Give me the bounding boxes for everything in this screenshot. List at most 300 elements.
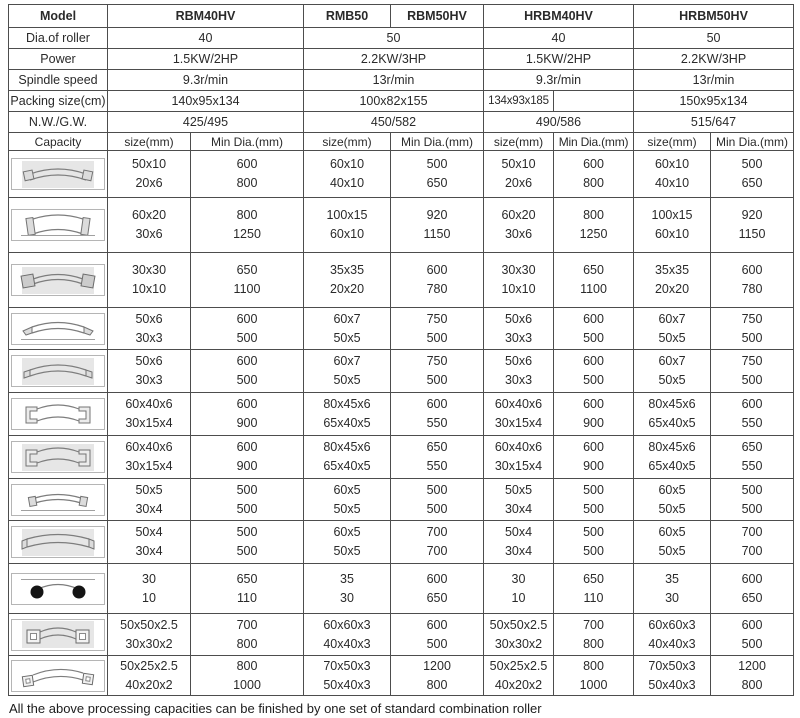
capacity-value: 40x10 (329, 176, 365, 190)
capacity-value: 800 (236, 636, 258, 651)
capacity-min-dia-cell (191, 564, 304, 614)
capacity-value: 50x5 (333, 330, 361, 345)
model-name-hrbm50hv: HRBM50HV (634, 5, 794, 28)
capacity-min-dia-cell (711, 479, 794, 521)
min-dia-col-header: Min Dia.(mm) (191, 133, 304, 151)
spec-value: 100x82x155 (304, 91, 484, 112)
capacity-value: 500 (583, 525, 604, 539)
capacity-size-cell (634, 614, 711, 656)
capacity-size-cell (304, 253, 391, 308)
capacity-value: 900 (583, 416, 604, 430)
capacity-value: 600 (583, 157, 604, 171)
capacity-value: 500 (741, 330, 763, 345)
capacity-value: 60x10 (654, 227, 690, 241)
profile-cell (9, 436, 108, 479)
size-col-header: size(mm) (484, 133, 554, 151)
capacity-value: 60x5 (658, 525, 686, 539)
capacity-min-dia-cell (191, 479, 304, 521)
spec-row-nw-gw (9, 112, 794, 133)
min-dia-col-header: Min Dia.(mm) (711, 133, 794, 151)
capacity-size-cell (304, 479, 391, 521)
capacity-min-dia-cell (191, 253, 304, 308)
capacity-value: 800 (741, 677, 763, 692)
capacity-value: 550 (741, 416, 763, 430)
capacity-value: 65x40x5 (323, 459, 371, 473)
capacity-value: 600 (236, 157, 258, 171)
capacity-size-cell (484, 151, 554, 198)
capacity-value: 500 (426, 373, 448, 387)
capacity-value: 20x20 (329, 282, 365, 296)
capacity-value: 40x20x2 (125, 677, 173, 692)
capacity-size-cell (484, 521, 554, 564)
capacity-row (9, 521, 794, 564)
capacity-min-dia-cell (711, 198, 794, 253)
capacity-min-dia-cell (391, 479, 484, 521)
model-row (9, 5, 794, 28)
square-tube-icon (18, 620, 98, 650)
capacity-value: 550 (426, 416, 448, 430)
profile-cell (9, 198, 108, 253)
capacity-value: 10 (511, 590, 526, 605)
capacity-value: 650 (236, 571, 258, 586)
capacity-label: Capacity (9, 133, 108, 151)
capacity-value: 550 (741, 459, 763, 473)
capacity-size-cell (634, 521, 711, 564)
spec-value-empty (554, 91, 634, 112)
spec-value: 13r/min (634, 70, 794, 91)
capacity-value: 50x5 (333, 501, 361, 516)
capacity-value: 65x40x5 (323, 416, 371, 430)
capacity-value: 60x7 (658, 311, 686, 326)
capacity-value: 30 (142, 571, 156, 586)
capacity-size-cell (484, 253, 554, 308)
channel-legs-in-icon (18, 442, 98, 472)
capacity-size-cell (634, 436, 711, 479)
capacity-value: 600 (583, 311, 604, 326)
capacity-row (9, 564, 794, 614)
profile-icon-box (11, 264, 105, 296)
capacity-size-cell (108, 253, 191, 308)
capacity-value: 650 (583, 263, 604, 277)
capacity-body (9, 151, 794, 696)
capacity-value: 600 (583, 354, 604, 368)
capacity-value: 30x6 (135, 227, 163, 241)
capacity-size-cell (634, 393, 711, 436)
capacity-value: 900 (583, 459, 604, 473)
capacity-value: 50x4 (135, 525, 163, 539)
model-name-rmb50: RMB50 (304, 5, 391, 28)
capacity-min-dia-cell (391, 614, 484, 656)
icon-baseline-rule (21, 339, 95, 340)
capacity-size-cell (108, 308, 191, 350)
capacity-value: 600 (583, 397, 604, 411)
capacity-size-cell (108, 436, 191, 479)
capacity-size-cell (108, 198, 191, 253)
capacity-size-cell (304, 198, 391, 253)
capacity-value: 60x10 (329, 157, 365, 171)
capacity-min-dia-cell (554, 564, 634, 614)
footer-note: All the above processing capacities can be finished by one set of standard combination roller (9, 701, 542, 716)
profile-cell (9, 350, 108, 393)
capacity-min-dia-cell (191, 521, 304, 564)
spec-value: 134x93x185 (484, 91, 554, 112)
spec-value: 40 (484, 28, 634, 49)
spec-value: 1.5KW/2HP (108, 49, 304, 70)
capacity-value: 50x25x2.5 (489, 658, 548, 673)
capacity-value: 65x40x5 (648, 416, 696, 430)
capacity-value: 1000 (233, 677, 261, 692)
capacity-min-dia-cell (554, 253, 634, 308)
capacity-value: 750 (741, 354, 763, 368)
capacity-value: 50x6 (135, 311, 163, 326)
capacity-value: 30x15x4 (125, 416, 173, 430)
profile-cell (9, 614, 108, 656)
capacity-value: 800 (236, 176, 258, 190)
capacity-value: 650 (236, 263, 258, 277)
capacity-size-cell (108, 151, 191, 198)
spec-value: 150x95x134 (634, 91, 794, 112)
capacity-value: 500 (741, 636, 763, 651)
capacity-value: 50x5 (504, 482, 533, 497)
capacity-size-cell (484, 198, 554, 253)
capacity-header-row (9, 133, 794, 151)
capacity-value: 30x3 (504, 373, 533, 387)
capacity-row (9, 614, 794, 656)
capacity-value: 700 (583, 617, 604, 632)
model-name-rbm40hv: RBM40HV (108, 5, 304, 28)
capacity-size-cell (304, 436, 391, 479)
profile-cell (9, 253, 108, 308)
profile-icon-box (11, 158, 105, 190)
capacity-value: 500 (426, 482, 448, 497)
capacity-value: 600 (236, 311, 258, 326)
capacity-value: 650 (426, 440, 448, 454)
profile-icon-box (11, 398, 105, 430)
capacity-min-dia-cell (711, 614, 794, 656)
capacity-value: 60x5 (333, 482, 361, 497)
capacity-min-dia-cell (191, 656, 304, 696)
capacity-size-cell (634, 151, 711, 198)
capacity-row (9, 479, 794, 521)
capacity-value: 60x10 (654, 157, 690, 171)
capacity-value: 30x3 (504, 330, 533, 345)
spec-value: 50 (634, 28, 794, 49)
capacity-value: 600 (236, 440, 258, 454)
profile-icon-box (11, 619, 105, 651)
capacity-value: 20x6 (504, 176, 533, 190)
capacity-value: 10x10 (131, 282, 167, 296)
capacity-row (9, 393, 794, 436)
capacity-value: 50x5 (333, 373, 361, 387)
capacity-size-cell (304, 614, 391, 656)
capacity-value: 600 (236, 354, 258, 368)
icon-baseline-rule (21, 510, 95, 511)
capacity-size-cell (484, 350, 554, 393)
capacity-value: 100x15 (326, 208, 368, 222)
min-dia-col-header: Min Dia.(mm) (391, 133, 484, 151)
spec-value: 9.3r/min (484, 70, 634, 91)
capacity-value: 650 (741, 176, 763, 190)
capacity-min-dia-cell (554, 614, 634, 656)
capacity-value: 80x45x6 (648, 440, 696, 454)
capacity-value: 60x40x6 (494, 397, 543, 411)
spec-label: Spindle speed (9, 70, 108, 91)
capacity-value: 1200 (423, 658, 451, 673)
size-col-header: size(mm) (108, 133, 191, 151)
capacity-min-dia-cell (554, 521, 634, 564)
capacity-value: 10x10 (501, 282, 536, 296)
flat-band-icon (18, 527, 98, 557)
capacity-value: 50x6 (504, 354, 533, 368)
capacity-size-cell (634, 479, 711, 521)
capacity-value: 1150 (738, 227, 766, 241)
size-col-header: size(mm) (304, 133, 391, 151)
capacity-size-cell (304, 350, 391, 393)
capacity-size-cell (108, 564, 191, 614)
capacity-min-dia-cell (554, 198, 634, 253)
capacity-value: 30x30 (131, 263, 167, 277)
capacity-value: 500 (583, 330, 604, 345)
capacity-value: 30x4 (135, 501, 163, 516)
capacity-value: 50x5 (658, 373, 686, 387)
capacity-min-dia-cell (711, 350, 794, 393)
capacity-value: 20x20 (654, 282, 690, 296)
capacity-value: 750 (741, 311, 763, 326)
capacity-value: 920 (741, 208, 763, 222)
capacity-size-cell (484, 436, 554, 479)
capacity-size-cell (634, 350, 711, 393)
capacity-row (9, 198, 794, 253)
capacity-min-dia-cell (711, 521, 794, 564)
capacity-min-dia-cell (391, 151, 484, 198)
spec-row-packing-size (9, 91, 794, 112)
spec-value: 1.5KW/2HP (484, 49, 634, 70)
channel-legs-out-icon (18, 399, 98, 429)
capacity-value: 50x5 (135, 482, 163, 497)
capacity-value: 70x50x3 (648, 658, 696, 673)
capacity-min-dia-cell (711, 656, 794, 696)
capacity-value: 800 (583, 636, 604, 651)
capacity-value: 30x6 (504, 227, 533, 241)
capacity-min-dia-cell (191, 151, 304, 198)
capacity-size-cell (484, 656, 554, 696)
capacity-value: 50x5 (658, 544, 686, 558)
capacity-value: 700 (741, 544, 763, 558)
capacity-value: 30x30 (501, 263, 536, 277)
capacity-value: 60x7 (658, 354, 686, 368)
profile-icon-box (11, 526, 105, 558)
capacity-value: 800 (426, 677, 448, 692)
capacity-value: 30 (665, 590, 679, 605)
capacity-min-dia-cell (554, 436, 634, 479)
capacity-value: 50x50x2.5 (120, 617, 178, 632)
spec-value: 450/582 (304, 112, 484, 133)
capacity-size-cell (304, 308, 391, 350)
capacity-min-dia-cell (391, 198, 484, 253)
capacity-value: 650 (426, 590, 448, 605)
profile-icon-box (11, 355, 105, 387)
capacity-value: 500 (741, 501, 763, 516)
capacity-value: 35x35 (329, 263, 365, 277)
capacity-value: 600 (426, 617, 448, 632)
capacity-size-cell (304, 151, 391, 198)
capacity-value: 1150 (423, 227, 451, 241)
capacity-size-cell (484, 393, 554, 436)
capacity-min-dia-cell (191, 198, 304, 253)
capacity-value: 650 (741, 440, 763, 454)
capacity-value: 1250 (579, 227, 608, 241)
capacity-value: 700 (426, 544, 448, 558)
capacity-value: 40x20x2 (494, 677, 543, 692)
capacity-value: 500 (426, 157, 448, 171)
spec-label: N.W./G.W. (9, 112, 108, 133)
capacity-size-cell (484, 479, 554, 521)
capacity-value: 500 (426, 330, 448, 345)
capacity-value: 30x30x2 (494, 636, 543, 651)
capacity-value: 800 (583, 176, 604, 190)
capacity-value: 500 (236, 330, 258, 345)
capacity-value: 35 (340, 571, 354, 586)
model-name-hrbm40hv: HRBM40HV (484, 5, 634, 28)
spec-row-roller-dia (9, 28, 794, 49)
capacity-min-dia-cell (391, 564, 484, 614)
capacity-value: 500 (583, 501, 604, 516)
capacity-value: 700 (426, 525, 448, 539)
capacity-value: 900 (236, 416, 258, 430)
model-row-label: Model (9, 5, 108, 28)
capacity-min-dia-cell (191, 308, 304, 350)
capacity-row (9, 656, 794, 696)
spec-value: 425/495 (108, 112, 304, 133)
profile-cell (9, 308, 108, 350)
spec-row-power (9, 49, 794, 70)
capacity-value: 1200 (738, 658, 766, 673)
capacity-min-dia-cell (711, 253, 794, 308)
capacity-min-dia-cell (554, 350, 634, 393)
capacity-value: 1250 (233, 227, 261, 241)
spec-row-spindle-speed (9, 70, 794, 91)
spec-value: 2.2KW/3HP (634, 49, 794, 70)
capacity-value: 500 (426, 636, 448, 651)
capacity-value: 20x6 (135, 176, 163, 190)
capacity-value: 800 (583, 658, 604, 673)
capacity-row (9, 151, 794, 198)
capacity-value: 60x5 (658, 482, 686, 497)
capacity-size-cell (484, 308, 554, 350)
capacity-value: 500 (741, 157, 763, 171)
capacity-value: 50x5 (658, 501, 686, 516)
capacity-value: 80x45x6 (323, 397, 371, 411)
spec-value: 40 (108, 28, 304, 49)
capacity-value: 500 (741, 482, 763, 497)
capacity-value: 900 (236, 459, 258, 473)
profile-icon-box (11, 209, 105, 241)
capacity-min-dia-cell (391, 656, 484, 696)
capacity-value: 50x10 (501, 157, 536, 171)
capacity-value: 600 (583, 440, 604, 454)
capacity-size-cell (108, 479, 191, 521)
capacity-size-cell (484, 614, 554, 656)
capacity-size-cell (304, 564, 391, 614)
capacity-min-dia-cell (391, 350, 484, 393)
capacity-min-dia-cell (711, 151, 794, 198)
spec-value: 50 (304, 28, 484, 49)
capacity-value: 30x15x4 (494, 459, 543, 473)
capacity-min-dia-cell (391, 253, 484, 308)
size-col-header: size(mm) (634, 133, 711, 151)
capacity-value: 100x15 (651, 208, 693, 222)
capacity-size-cell (108, 393, 191, 436)
capacity-size-cell (634, 198, 711, 253)
capacity-value: 650 (741, 590, 763, 605)
capacity-min-dia-cell (191, 350, 304, 393)
capacity-value: 30x3 (135, 330, 163, 345)
capacity-value: 750 (426, 354, 448, 368)
capacity-value: 500 (426, 501, 448, 516)
capacity-value: 30x3 (135, 373, 163, 387)
capacity-value: 700 (236, 617, 258, 632)
capacity-value: 600 (741, 397, 763, 411)
capacity-value: 500 (236, 501, 258, 516)
capacity-value: 60x10 (329, 227, 365, 241)
capacity-value: 40x10 (654, 176, 690, 190)
capacity-value: 780 (741, 282, 763, 296)
capacity-value: 60x20 (501, 208, 536, 222)
capacity-value: 750 (426, 311, 448, 326)
capacity-value: 70x50x3 (323, 658, 371, 673)
capacity-value: 1100 (233, 282, 261, 296)
model-name-rbm50hv: RBM50HV (391, 5, 484, 28)
capacity-value: 60x5 (333, 525, 361, 539)
spec-value: 490/586 (484, 112, 634, 133)
capacity-value: 110 (237, 590, 257, 605)
capacity-value: 50x5 (333, 544, 361, 558)
capacity-value: 600 (426, 263, 448, 277)
profile-icon-box (11, 441, 105, 473)
capacity-size-cell (304, 521, 391, 564)
capacity-value: 30x15x4 (494, 416, 543, 430)
spec-value: 13r/min (304, 70, 484, 91)
capacity-value: 65x40x5 (648, 459, 696, 473)
capacity-value: 30x4 (504, 544, 533, 558)
capacity-value: 60x7 (333, 354, 361, 368)
capacity-value: 800 (236, 658, 258, 673)
capacity-min-dia-cell (554, 656, 634, 696)
capacity-value: 30 (340, 590, 354, 605)
capacity-value: 500 (236, 373, 258, 387)
capacity-size-cell (108, 521, 191, 564)
profile-icon-box (11, 484, 105, 516)
capacity-value: 650 (583, 571, 604, 586)
capacity-value: 600 (236, 397, 258, 411)
spec-label: Power (9, 49, 108, 70)
spec-value: 9.3r/min (108, 70, 304, 91)
capacity-min-dia-cell (554, 308, 634, 350)
capacity-value: 1100 (580, 282, 607, 296)
capacity-min-dia-cell (711, 308, 794, 350)
icon-baseline-rule (21, 235, 95, 236)
capacity-value: 500 (741, 373, 763, 387)
capacity-min-dia-cell (554, 151, 634, 198)
capacity-value: 50x50x2.5 (489, 617, 548, 632)
profile-icon-box (11, 660, 105, 692)
capacity-size-cell (634, 308, 711, 350)
icon-baseline-rule (21, 579, 95, 580)
capacity-value: 60x60x3 (648, 617, 696, 632)
capacity-row (9, 436, 794, 479)
capacity-row (9, 253, 794, 308)
capacity-min-dia-cell (554, 393, 634, 436)
